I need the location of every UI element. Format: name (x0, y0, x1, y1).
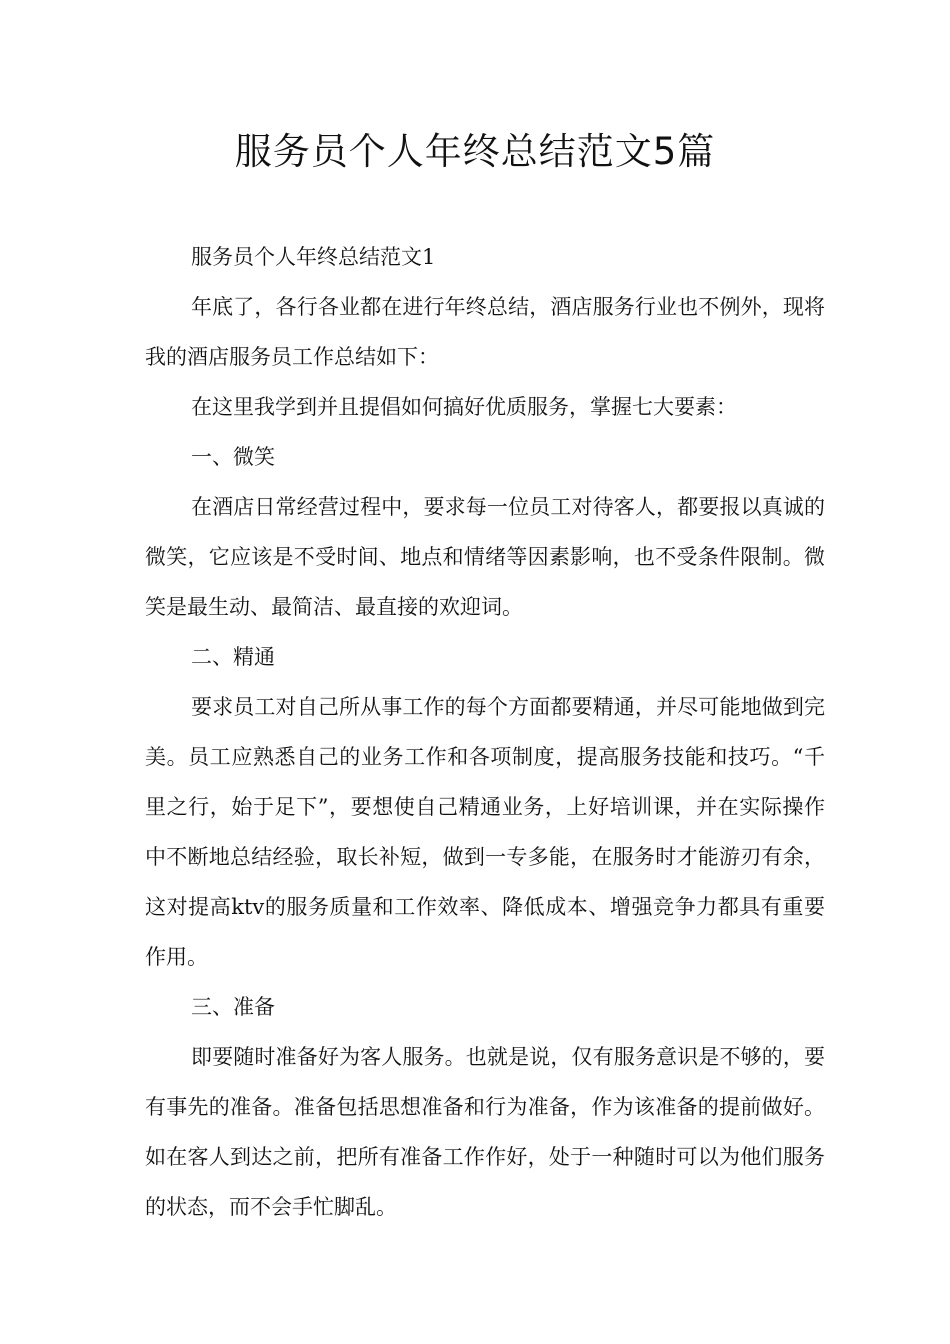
document-title: 服务员个人年终总结范文5篇 (234, 130, 716, 173)
seven-elements-paragraph: 在这里我学到并且提倡如何搞好优质服务，掌握七大要素： (191, 395, 737, 419)
heading-proficiency: 二、精通 (191, 645, 275, 669)
intro-paragraph: 年底了，各行各业都在进行年终总结，酒店服务行业也不例外，现将我的酒店服务员工作总结如下： (145, 295, 825, 369)
smile-paragraph: 在酒店日常经营过程中，要求每一位员工对待客人，都要报以真诚的微笑，它应该是不受时间、地点和情绪等因素影响，也不受条件限制。微笑是最生动、最简洁、最直接的欢迎词。 (145, 495, 825, 619)
preparation-paragraph: 即要随时准备好为客人服务。也就是说，仅有服务意识是不够的，要有事先的准备。准备包括思想准备和行为准备，作为该准备的提前做好。如在客人到达之前，把所有准备工作作好，处于一种随时可以为他们服务的状态，而不会手忙脚乱。 (145, 1045, 825, 1219)
section-heading-article-1: 服务员个人年终总结范文1 (191, 245, 436, 269)
document-body (145, 232, 825, 1232)
heading-preparation: 三、准备 (191, 995, 275, 1019)
heading-smile: 一、微笑 (191, 445, 275, 469)
proficiency-paragraph: 要求员工对自己所从事工作的每个方面都要精通，并尽可能地做到完美。员工应熟悉自己的业务工作和各项制度，提高服务技能和技巧。“千里之行，始于足下”，要想使自己精通业务，上好培训课，并在实际操作中不断地总结经验，取长补短，做到一专多能，在服务时才能游刃有余，这对提高ktv的服务质量和工作效率、降低成本、增强竞争力都具有重要作用。 (145, 695, 825, 969)
